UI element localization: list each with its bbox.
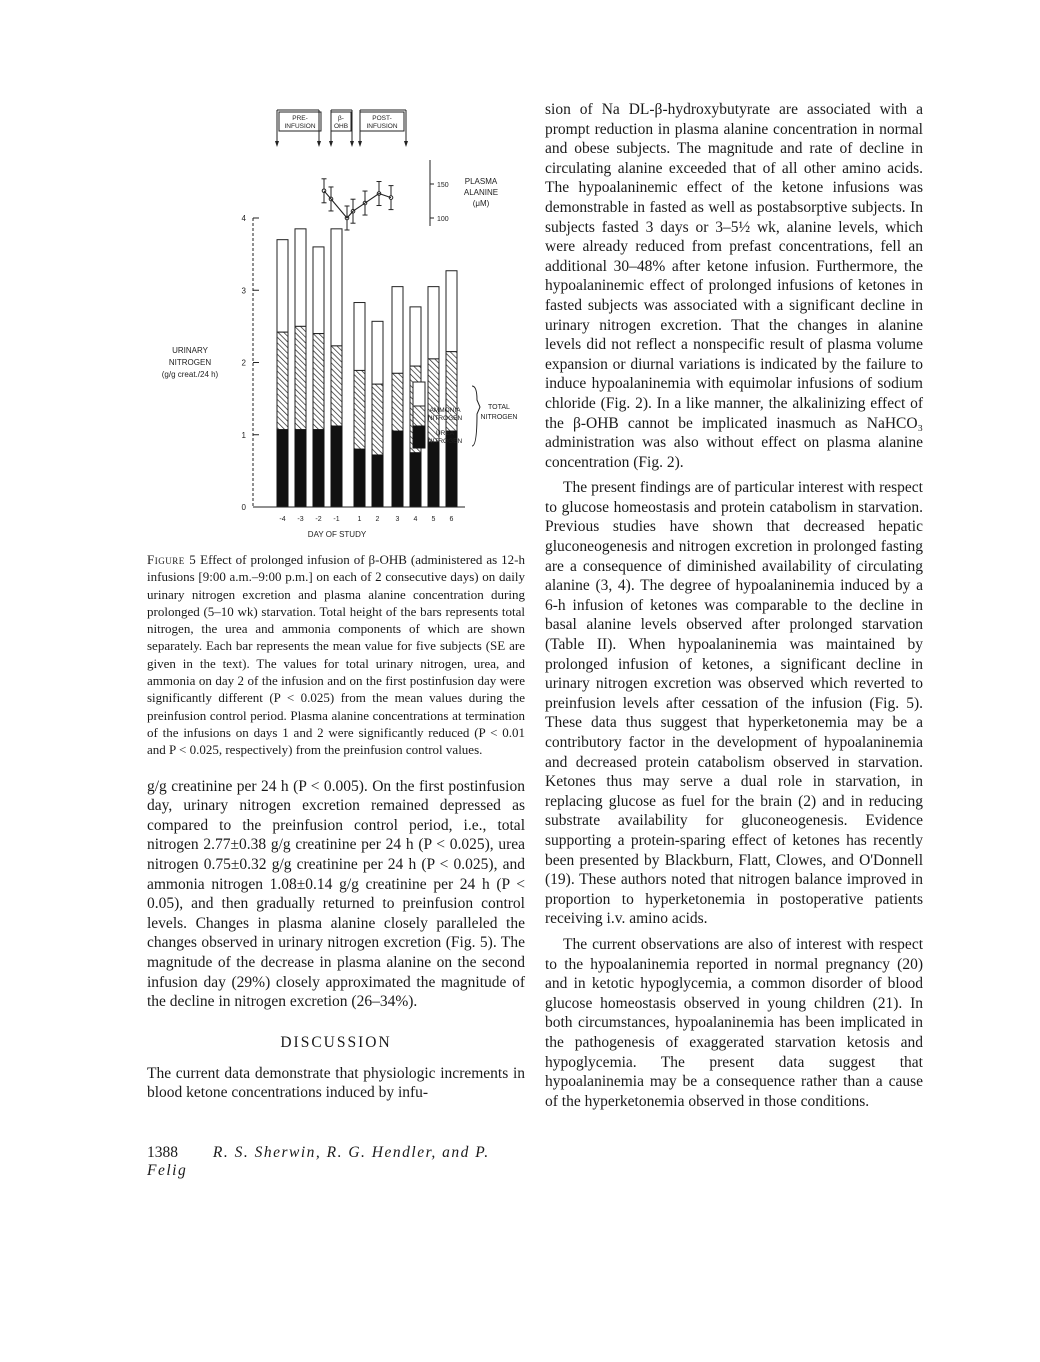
bar-remainder [354, 303, 365, 371]
bar-urea [354, 449, 365, 507]
paragraph: sion of Na DL-β-hydroxybutyrate are associated with a prompt reduction in plasma alanine concentration in normal and obese subjects. The magnitude and rate of decline in circulating alanine exceeded that of all other amino acids. The hypoalaninemic effect of the ketone infusions was demonstrable in fasted as well as postabsorptive subjects. In subjects fasted 3 days or 3–5½ wk, alanine levels, which were already reduced from prefast concentrations, fell an additional 30–48% after ketone infusion. Furthermore, the hypoalaninemic effect of prolonged infusions of ketones in fasted subjects was associated with a significant decline in urinary nitrogen excretion. That the changes in alanine levels did not reflect a nonspecific result of plasma volume expansion or diurnal variations is indicated by the failure to induce hypoalaninemia with equimolar infusions of sodium chloride (Fig. 2). In a like manner, the alkalinizing effect of the β-OHB cannot be implicated inasmuch as NaHCO₃ administration was also without effect on plasma alanine concentration (Fig. 2). [545, 101, 923, 471]
bar-ammonia [354, 370, 365, 449]
arrow-icon [350, 141, 354, 147]
x-tick-label: -1 [333, 516, 340, 523]
bar-remainder [295, 229, 306, 327]
alanine-axis-label: (μM) [472, 199, 490, 208]
phase-label: OHB [333, 123, 349, 130]
bar-urea [428, 442, 439, 507]
x-tick-label: -4 [279, 516, 286, 523]
section-heading: DISCUSSION [280, 1033, 392, 1051]
bar-ammonia [313, 334, 324, 430]
left-column [147, 100, 525, 1103]
bar-urea [372, 455, 383, 507]
y-tick-label: 2 [241, 358, 246, 368]
bar-remainder [372, 321, 383, 384]
figure-caption [147, 551, 525, 759]
y-tick-label: 1 [241, 430, 246, 440]
x-axis-label: DAY OF STUDY [307, 530, 367, 539]
alanine-line [324, 191, 391, 218]
bar-urea [392, 431, 403, 507]
legend-urea-label: NITROGEN [427, 438, 463, 445]
page-footer [147, 1144, 525, 1180]
bar-urea [331, 426, 342, 507]
x-tick-label: 4 [413, 516, 418, 523]
left-body [147, 777, 525, 1103]
arrow-icon [404, 141, 408, 147]
bar-urea [410, 453, 421, 507]
bars [277, 229, 457, 507]
bar-remainder [277, 240, 288, 332]
y-tick-label: 0 [241, 503, 246, 512]
figure-5-chart [147, 100, 525, 545]
x-tick-label: 1 [357, 516, 362, 523]
alanine-axis-label: PLASMA [464, 177, 498, 186]
legend-total-label: TOTAL [488, 404, 510, 411]
bar-remainder [446, 271, 457, 352]
phase-label: INFUSION [284, 123, 316, 130]
y-axis-label: (g/g creat./24 h) [161, 370, 219, 379]
legend-ammonia-swatch [413, 406, 425, 426]
x-tick-label: 5 [431, 516, 436, 523]
phase-boxes [275, 110, 408, 147]
bar-remainder [410, 307, 421, 366]
y-axis-label: URINARY [172, 346, 208, 355]
arrow-icon [358, 141, 362, 147]
paragraph: The current data demonstrate that physiologic increments in blood ketone concentrations induced by infu- [147, 1064, 525, 1102]
phase-label: β- [338, 115, 344, 122]
paragraph: The present findings are of particular interest with respect to glucose homeostasis and protein catabolism in starvation. Previous studies have shown that decreased hepatic gluconeogenesis and nitrogen excretion in prolonged fasting are a consequence of diminished availability of circulating alanine (3, 4). The degree of hypoalaninemia induced by a 6-h infusion of ketones was comparable to the decline in basal alanine levels observed after prolonged starvation (Table II). When hypoalaninemia was maintained by prolonged infusion of ketones, a significant decline in urinary nitrogen excretion was observed which reverted to preinfusion levels after cessation of the infusion (Fig. 5). These data thus suggest that hyperketonemia may be a contributory factor in the development of hypoalaninemia and decreased protein catabolism observed in starvation. Ketones thus may serve a dual role in starvation, in replacing glucose as fuel for the brain (2) and in reducing substrate availability for gluconeogenesis. Evidence supporting a protein-sparing effect of ketones has recently been presented by Blackburn, Flatt, Clowes, and O'Donnell (19). These authors noted that nitrogen balance improved in proportion to hyperketonemia in postoperative patients receiving i.v. amino acids. [545, 479, 923, 928]
figure-5 [147, 100, 525, 545]
phase-label: PRE- [292, 115, 308, 122]
legend-total-label: NITROGEN [480, 414, 518, 421]
legend-ammonia-label: AMMONIA [429, 407, 461, 414]
bar-ammonia [295, 326, 306, 429]
phase-label: POST- [372, 115, 392, 122]
bar-remainder [428, 287, 439, 359]
bar-urea [295, 430, 306, 507]
bar-urea [277, 430, 288, 507]
legend-brace [472, 386, 480, 446]
bar-remainder [392, 287, 403, 374]
phase-label: INFUSION [366, 123, 398, 130]
bar-remainder [313, 247, 324, 334]
bar-remainder [331, 229, 342, 346]
legend-total-swatch [413, 382, 425, 406]
y-tick-label: 3 [241, 286, 246, 296]
legend-ammonia-label: NITROGEN [427, 415, 463, 422]
arrow-icon [275, 141, 279, 147]
x-tick-label: 3 [395, 516, 400, 523]
alanine-tick-label: 100 [437, 216, 449, 223]
x-axis [253, 507, 465, 539]
y-tick-label: 4 [241, 214, 246, 223]
x-tick-label: 6 [449, 516, 454, 523]
caption-text: Effect of prolonged infusion of β-OHB (administered as 12-h infusions [9:00 a.m.–9:00 p.m.] on each of 2 consecutive days) on daily urinary nitrogen excretion and plasma alanine concentration during prolonged (5–10 wk) starvation. Total height of the bars represents total nitrogen, the urea and ammonia components of which are shown separately. Each bar represents the mean value for five subjects (SE are given in the text). The values for total urinary nitrogen, urea, and ammonia on day 2 of the infusion and on the first postinfusion day were significantly different (P < 0.025) from the mean values during the preinfusion control period. Plasma alanine concentrations at termination of the infusions on days 1 and 2 were significantly reduced (P < 0.01 and P < 0.025, respectively) from the preinfusion control values. [147, 552, 525, 758]
alanine-axis-label: ALANINE [463, 188, 499, 197]
bar-ammonia [372, 384, 383, 455]
paragraph: g/g creatinine per 24 h (P < 0.005). On the first postinfusion day, urinary nitrogen excretion remained depressed as compared to the preinfusion control period, i.e., total nitrogen 2.77±0.38 g/g creatinine per 24 h (P < 0.025), urea nitrogen 0.75±0.32 g/g creatinine per 24 h (P < 0.025), and ammonia nitrogen 1.08±0.14 g/g creatinine per 24 h (P < 0.05), and then gradually returned to preinfusion control levels. Changes in plasma alanine closely paralleled the changes observed in urinary nitrogen excretion (Fig. 5). The magnitude of the decrease in plasma alanine on the second infusion day (29%) closely approximated the magnitude of the decline in nitrogen excretion (26–34%). [147, 777, 525, 1011]
arrow-icon [317, 141, 321, 147]
author-line: R. S. Sherwin, R. G. Hendler, and P. Felig [147, 1144, 490, 1179]
bar-ammonia [392, 373, 403, 431]
paragraph: The current observations are also of interest with respect to the hypoalaninemia reported in normal pregnancy (20) and in ketotic hypoglycemia, a common disorder of blood glucose homeostasis observed in young children (21). In both circumstances, hypoalaninemia has been implicated in the pathogenesis of exaggerated starvation ketosis and hypoglycemia. The present data suggest that hypoalaninemia may be a consequence rather than a cause of the hyperketonemia observed in those conditions. [545, 935, 923, 1110]
y-axis-label: NITROGEN [168, 358, 212, 367]
arrow-icon [329, 141, 333, 147]
y-axis [162, 214, 259, 512]
alanine-tick-label: 150 [437, 182, 449, 189]
bar-ammonia [277, 332, 288, 430]
alanine-panel [322, 160, 499, 230]
legend-urea-swatch [413, 426, 425, 448]
right-column [545, 100, 923, 1111]
x-tick-label: -3 [297, 516, 304, 523]
caption-label: Figure 5 [147, 552, 197, 567]
bar-ammonia [331, 346, 342, 426]
bar-urea [313, 430, 324, 507]
x-tick-label: -2 [315, 516, 322, 523]
legend-urea-label: UREA [435, 430, 455, 437]
page-number: 1388 [147, 1144, 178, 1161]
x-tick-label: 2 [375, 516, 380, 523]
